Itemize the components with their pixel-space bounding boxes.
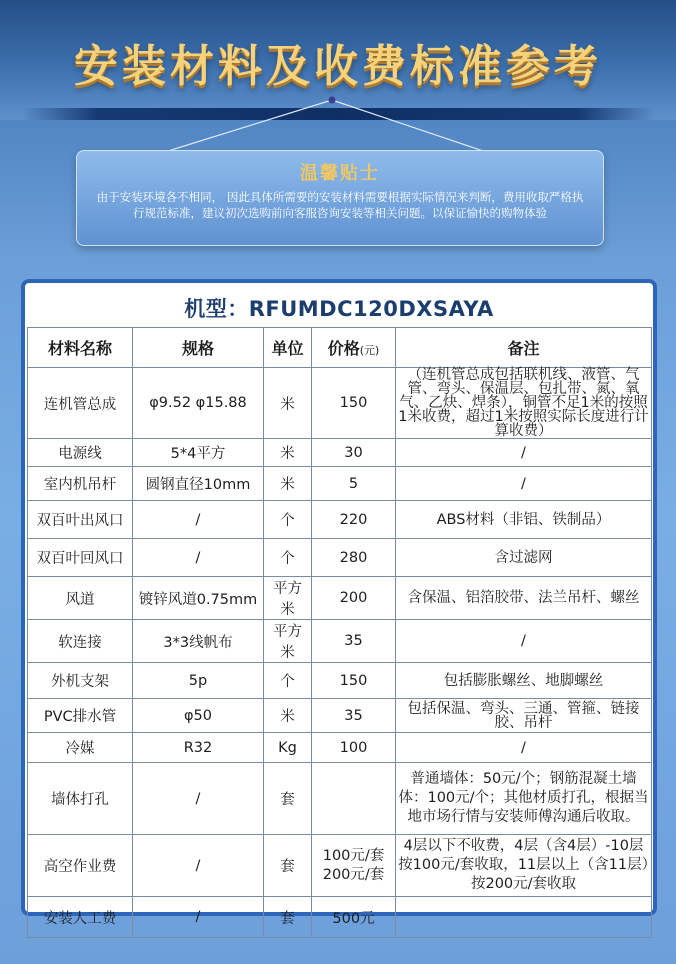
- model-title: 机型：RFUMDC120DXSAYA: [184, 297, 494, 321]
- cell-name: 双百叶回风口: [28, 539, 133, 577]
- tip-box: [76, 150, 604, 246]
- table-row: [28, 368, 652, 439]
- table-header-row: [28, 328, 652, 368]
- cell-unit: 套: [264, 835, 312, 897]
- cell-price: 35: [312, 699, 396, 733]
- cell-unit: 米: [264, 699, 312, 733]
- cell-unit: 平方米: [264, 620, 312, 663]
- cell-spec: 圆钢直径10mm: [133, 467, 264, 501]
- cell-name: 连机管总成: [28, 368, 133, 439]
- cell-note: /: [396, 733, 652, 763]
- cell-note: ABS材料（非铝、铁制品）: [396, 501, 652, 539]
- cell-price: [312, 763, 396, 835]
- cell-note: 4层以下不收费，4层（含4层）-10层按100元/套收取，11层以上（含11层）按200元/套收取: [396, 835, 652, 897]
- cell-price: 100元/套 200元/套: [312, 835, 396, 897]
- header-price-unit: (元): [359, 344, 380, 357]
- cell-note: 包括膨胀螺丝、地脚螺丝: [396, 663, 652, 699]
- cell-unit: 个: [264, 501, 312, 539]
- tip-title: 温馨贴士: [300, 163, 380, 184]
- cell-note: /: [396, 620, 652, 663]
- table-row: [28, 835, 652, 897]
- cell-spec: 3*3线帆布: [133, 620, 264, 663]
- cell-price: 35: [312, 620, 396, 663]
- cell-unit: 米: [264, 439, 312, 467]
- table-row: [28, 501, 652, 539]
- cell-unit: 个: [264, 663, 312, 699]
- cell-price: 280: [312, 539, 396, 577]
- header-price-label: 价格: [327, 339, 360, 358]
- cell-price: 500元: [312, 897, 396, 938]
- cell-spec: 5p: [133, 663, 264, 699]
- title-underline-bar: [22, 108, 654, 120]
- table-row: [28, 663, 652, 699]
- cell-name: 安装人工费: [28, 897, 133, 938]
- cell-spec: R32: [133, 733, 264, 763]
- cell-spec: 镀锌风道0.75mm: [133, 577, 264, 620]
- cell-unit: 米: [264, 467, 312, 501]
- price-card: [21, 279, 657, 927]
- cell-note: /: [396, 439, 652, 467]
- cell-name: 双百叶出风口: [28, 501, 133, 539]
- table-row: [28, 439, 652, 467]
- cell-unit: Kg: [264, 733, 312, 763]
- header-name: 材料名称: [28, 328, 133, 368]
- tip-text: 由于安装环境各不相同， 因此具体所需要的安装材料需要根据实际情况来判断，费用收取严格执行规范标准，建议初次选购前向客服咨询安装等相关问题。以保证愉快的购物体验: [96, 190, 584, 220]
- table-row: [28, 763, 652, 835]
- cell-price: 150: [312, 663, 396, 699]
- cell-note: 包括保温、弯头、三通、管箍、链接胶、吊杆: [396, 699, 652, 733]
- cell-spec: φ9.52 φ15.88: [133, 368, 264, 439]
- cell-unit: 平方米: [264, 577, 312, 620]
- cell-spec: /: [133, 501, 264, 539]
- table-row: [28, 577, 652, 620]
- cell-spec: /: [133, 539, 264, 577]
- page-title: 安装材料及收费标准参考: [74, 41, 602, 92]
- header-note: 备注: [396, 328, 652, 368]
- cell-note: /: [396, 467, 652, 501]
- cell-name: 墙体打孔: [28, 763, 133, 835]
- cell-name: 外机支架: [28, 663, 133, 699]
- cell-name: 风道: [28, 577, 133, 620]
- table-row: [28, 897, 652, 938]
- cell-price: 220: [312, 501, 396, 539]
- table-row: [28, 733, 652, 763]
- cell-name: 室内机吊杆: [28, 467, 133, 501]
- table-row: [28, 467, 652, 501]
- header-price: [312, 328, 396, 368]
- cell-spec: /: [133, 835, 264, 897]
- cell-note: （连机管总成包括联机线、液管、气管、弯头、保温层、包扎带、氮、氧气、乙炔、焊条），铜管不足1米的按照1米收费，超过1米按照实际长度进行计算收费）: [396, 368, 652, 439]
- cell-note: 普通墙体：50元/个；钢筋混凝土墙体：100元/个；其他材质打孔，根据当地市场行情与安装师傅沟通后收取。: [396, 763, 652, 835]
- header-spec: 规格: [133, 328, 264, 368]
- cell-note: 含过滤网: [396, 539, 652, 577]
- cell-price: 30: [312, 439, 396, 467]
- cell-note: [396, 897, 652, 938]
- table-row: [28, 699, 652, 733]
- cell-note: 含保温、铝箔胶带、法兰吊杆、螺丝: [396, 577, 652, 620]
- cell-unit: 套: [264, 763, 312, 835]
- cell-price: 200: [312, 577, 396, 620]
- cell-name: 软连接: [28, 620, 133, 663]
- cell-price: 100: [312, 733, 396, 763]
- table-row: [28, 620, 652, 663]
- cell-name: 高空作业费: [28, 835, 133, 897]
- cell-name: PVC排水管: [28, 699, 133, 733]
- cell-unit: 米: [264, 368, 312, 439]
- table-row: [28, 539, 652, 577]
- cell-spec: φ50: [133, 699, 264, 733]
- header-unit: 单位: [264, 328, 312, 368]
- cell-unit: 套: [264, 897, 312, 938]
- cell-spec: /: [133, 763, 264, 835]
- cell-spec: /: [133, 897, 264, 938]
- cell-price: 150: [312, 368, 396, 439]
- cell-unit: 个: [264, 539, 312, 577]
- cell-name: 冷媒: [28, 733, 133, 763]
- price-table: [27, 327, 652, 938]
- cell-name: 电源线: [28, 439, 133, 467]
- cell-price: 5: [312, 467, 396, 501]
- cell-spec: 5*4平方: [133, 439, 264, 467]
